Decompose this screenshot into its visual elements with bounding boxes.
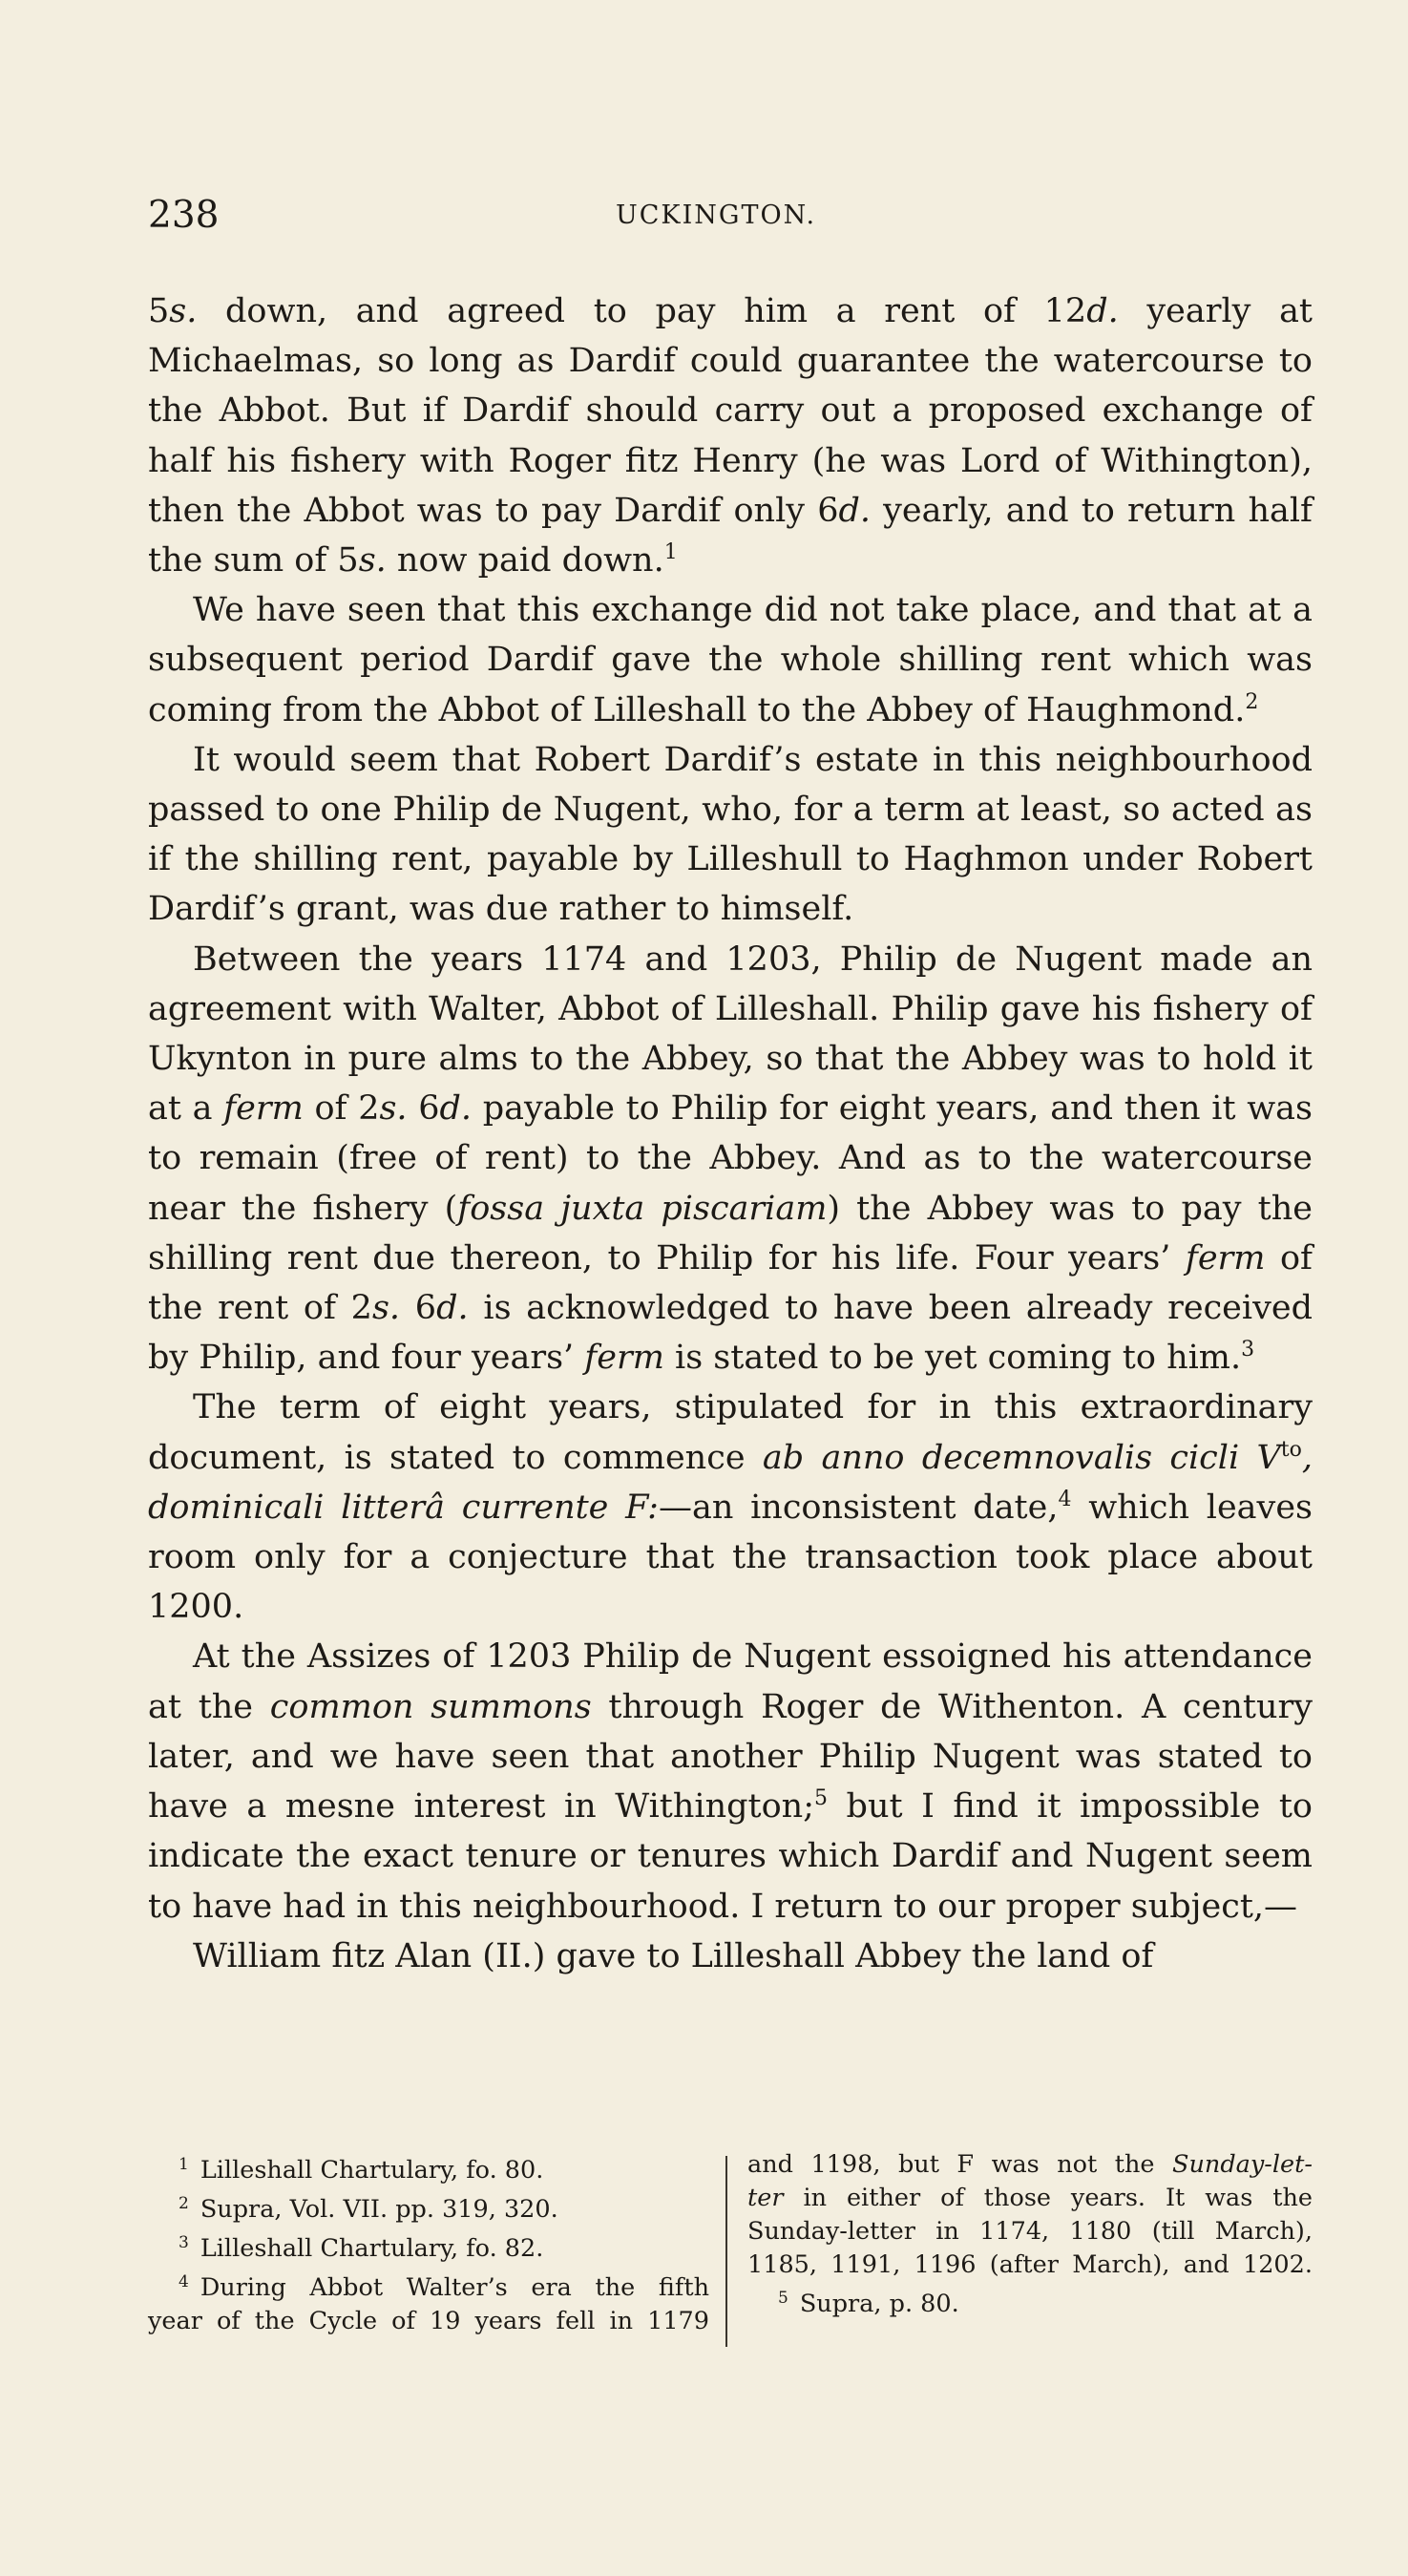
italic-text: d. xyxy=(838,491,871,530)
running-head xyxy=(148,189,1313,243)
text-run: is acknowledged to have been already received by Philip, and four years’ xyxy=(148,1289,1313,1378)
footnote-mark: 2 xyxy=(179,2194,189,2213)
italic-text: d. xyxy=(436,1289,469,1328)
text-run: of the rent of 2 xyxy=(148,1238,1313,1328)
text-run: 1185, 1191, 1196 (after March), and 1202. xyxy=(747,2250,1313,2279)
footnote-mark: 4 xyxy=(179,2272,189,2291)
footnotes-left-column xyxy=(148,2148,709,2338)
footnote-reference: 5 xyxy=(814,1786,829,1811)
footnote-mark: 1 xyxy=(179,2155,189,2174)
footnote-column-divider xyxy=(725,2156,727,2347)
text-run: It would seem that Robert Dardif’s estate in this neighbourhood passed to one Philip de Nugent, who, for a term at least, so acted as if the shilling rent, payable by Lilleshull to Haghmon under Robert Dardif’s grant, was due rather to himself. xyxy=(148,740,1313,929)
text-run: yearly at Michaelmas, so long as Dardif could guarantee the watercourse to the Abbot. But if Dardif should carry out a proposed exchange of half his fishery with Roger fitz Henry (he was Lord of Withington), then the Abbot was to pay Dardif only 6 xyxy=(148,292,1313,530)
italic-text: common summons xyxy=(269,1687,592,1726)
text-run: but I find it impossible to indicate the exact tenure or tenures which Dardif and Nugent seem to have had in this neighbourhood. I return to our proper subject,— xyxy=(148,1787,1313,1926)
paragraph xyxy=(148,1632,1313,1931)
footnote-line xyxy=(747,2249,1313,2282)
footnote-reference: 4 xyxy=(1058,1487,1072,1511)
page-number: 238 xyxy=(148,194,220,237)
italic-text: ferm xyxy=(584,1339,664,1378)
footnote-reference: to xyxy=(1280,1437,1302,1462)
italic-text: s. xyxy=(371,1289,401,1328)
footnote-line xyxy=(747,2282,1313,2321)
footnote-text: During Abbot Walter’s era the fifth xyxy=(200,2273,709,2302)
text-run: yearly, and to return half the sum of 5 xyxy=(148,491,1313,581)
paragraph xyxy=(148,1383,1313,1632)
text-run: is stated to be yet coming to him. xyxy=(663,1339,1242,1378)
italic-text: d. xyxy=(439,1089,473,1129)
italic-text: d. xyxy=(1086,292,1119,330)
footnote-reference: 3 xyxy=(1241,1338,1255,1362)
text-run: down, and agreed to pay him a rent of 12 xyxy=(197,292,1087,330)
footnote-line xyxy=(747,2148,1313,2182)
text-run: Sunday-letter in 1174, 1180 (till March), xyxy=(747,2217,1313,2246)
text-run: —an inconsistent date, xyxy=(658,1488,1059,1527)
footnote-line xyxy=(148,2148,709,2187)
footnote-line xyxy=(148,2266,709,2305)
text-run: We have seen that this exchange did not take place, and that at a subsequent period Dardif gave the whole shilling rent which was coming from the Abbot of Lilleshall to the Abbey of Haughmond. xyxy=(148,591,1313,729)
footnote-text: Lilleshall Chartulary, fo. 82. xyxy=(200,2234,544,2263)
text-run: which leaves room only for a conjecture that the transaction took place about 1200. xyxy=(148,1488,1313,1627)
italic-text: fossa juxta piscariam xyxy=(457,1189,828,1228)
text-run: in either of those years. It was the xyxy=(783,2184,1313,2212)
italic-text: ter xyxy=(747,2184,784,2212)
paragraph xyxy=(148,735,1313,935)
text-run: ) the Abbey was to pay the shilling rent due thereon, to Philip for his life. Four years’ xyxy=(148,1189,1313,1277)
text-run: 6 xyxy=(400,1289,437,1328)
text-run: The term of eight years, stipulated for in this extraordinary document, is stated to commence xyxy=(148,1388,1313,1477)
footnote-line xyxy=(148,2227,709,2266)
paragraph xyxy=(148,1932,1313,1981)
paragraph xyxy=(148,585,1313,735)
italic-text: ferm xyxy=(1185,1238,1266,1277)
footnote-reference: 2 xyxy=(1245,689,1259,714)
footnote-line xyxy=(747,2215,1313,2249)
footnote-text: Lilleshall Chartulary, fo. 80. xyxy=(200,2156,544,2185)
footnote-line xyxy=(148,2305,709,2338)
italic-text: ferm xyxy=(223,1089,304,1129)
paragraph xyxy=(148,286,1313,585)
text-run: of 2 xyxy=(303,1089,380,1129)
text-run: Between the years 1174 and 1203, Philip de Nugent made an agreement with Walter, Abbot of Lilleshall. Philip gave his fishery of Ukynton in pure alms to the Abbey, so that the Abbey was to hold it at a xyxy=(148,940,1313,1129)
running-title: UCKINGTON. xyxy=(616,201,817,230)
italic-text: s. xyxy=(379,1089,408,1129)
footnote-mark: 3 xyxy=(179,2233,189,2252)
text-run: now paid down. xyxy=(386,541,664,581)
footnote-reference: 1 xyxy=(663,540,678,565)
italic-text: Sunday-let- xyxy=(1172,2150,1313,2179)
footnote-line xyxy=(148,2187,709,2227)
text-run: At the Assizes of 1203 Philip de Nugent essoigned his attendance at the xyxy=(148,1637,1313,1726)
footnote-mark: 5 xyxy=(778,2289,788,2308)
footnote-text: year of the Cycle of 19 years fell in 1179 xyxy=(148,2307,709,2335)
italic-text: s. xyxy=(169,292,198,330)
text-run: William fitz Alan (II.) gave to Lilleshall Abbey the land of xyxy=(193,1936,1154,1975)
text-run: 6 xyxy=(407,1089,440,1129)
text-run: 5 xyxy=(148,292,170,330)
italic-text: , dominicali litterâ currente F: xyxy=(148,1438,1313,1527)
body-text xyxy=(148,286,1313,1981)
footnote-text: Supra, Vol. VII. pp. 319, 320. xyxy=(200,2195,558,2224)
paragraph xyxy=(148,935,1313,1383)
italic-text: s. xyxy=(358,541,387,581)
text-run: through Roger de Withenton. A century later, and we have seen that another Philip Nugent was stated to have a mesne interest in Withington; xyxy=(148,1687,1313,1826)
text-run: Supra, p. 80. xyxy=(799,2290,959,2318)
text-run: payable to Philip for eight years, and then it was to remain (free of rent) to the Abbey. And as to the watercourse near the fishery ( xyxy=(148,1089,1313,1228)
footnotes xyxy=(148,2148,1313,2349)
footnotes-right-column xyxy=(747,2148,1313,2321)
footnote-line xyxy=(747,2182,1313,2215)
text-run: and 1198, but F was not the xyxy=(747,2150,1173,2179)
italic-text: ab anno decemnovalis cicli V xyxy=(762,1438,1281,1477)
